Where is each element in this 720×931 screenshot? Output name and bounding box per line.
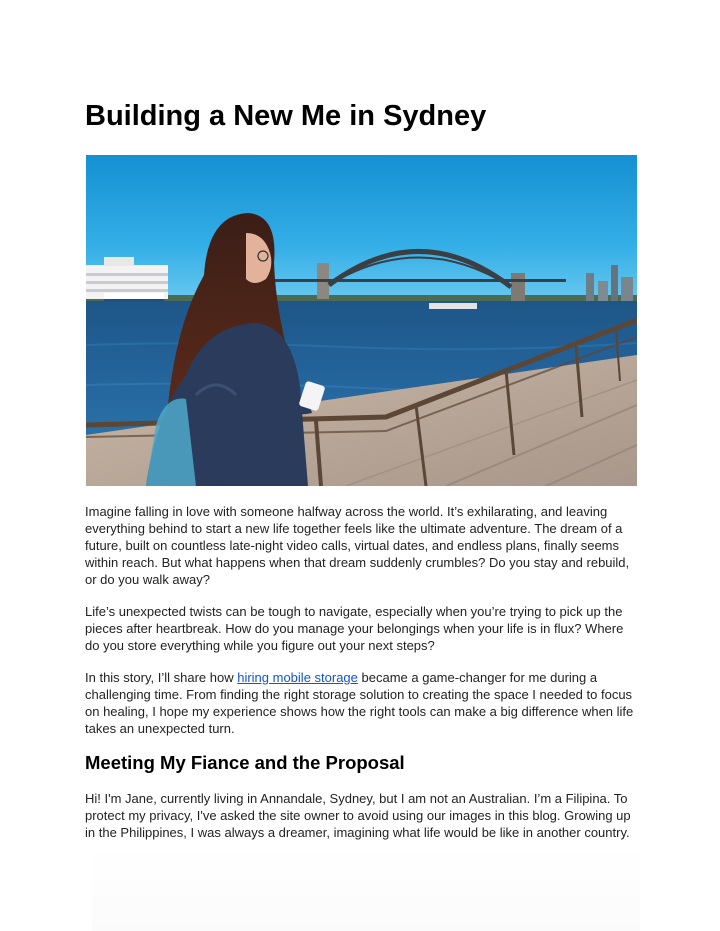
story-text-after: became a game-changer for me during a challenging time. From finding the right storage solution to creating the space I needed to focus on healing, I hope my experience shows how the right tools can make a big difference when life takes an unexpected turn.	[85, 670, 634, 736]
story-text-before: In this story, I’ll share how	[85, 670, 238, 685]
about-jane-paragraph: Hi! I'm Jane, currently living in Annandale, Sydney, but I am not an Australian. I’m a Filipina. To protect my privacy, I've asked the site owner to avoid using our images in this blog. Growing up in the Philippines, I was always a dreamer, imagining what life would be like in another country.	[85, 791, 631, 840]
page-title: Building a New Me in Sydney	[85, 100, 487, 132]
intro-paragraph: Imagine falling in love with someone halfway across the world. It’s exhilarating, and leaving everything behind to start a new life together feels like the ultimate adventure. The dream of a future, built on countless late-night video calls, virtual dates, and endless plans, finally seems within reach. But what happens when that dream suddenly crumbles? Do you stay and rebuild, or do you walk away?	[85, 504, 630, 587]
hero-image	[86, 155, 637, 486]
page-bottom-area	[92, 845, 640, 931]
section-heading: Meeting My Fiance and the Proposal	[85, 752, 405, 773]
hiring-mobile-storage-link[interactable]: hiring mobile storage	[237, 670, 358, 685]
story-paragraph	[85, 669, 637, 737]
twists-paragraph: Life’s unexpected twists can be tough to navigate, especially when you’re trying to pick up the pieces after heartbreak. How do you manage your belongings when your life is in flux? Where do you store everything while you figure out your next steps?	[85, 604, 624, 653]
